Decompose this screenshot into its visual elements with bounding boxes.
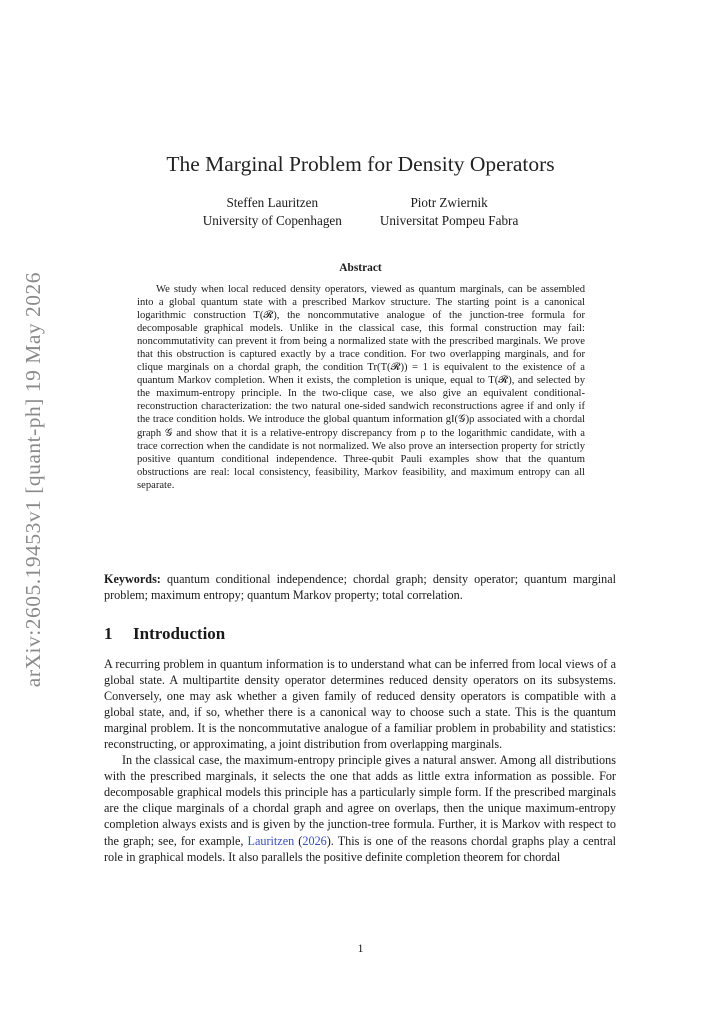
- abstract-body: We study when local reduced density operators, viewed as quantum marginals, can be assembled into a global quantum state with a prescribed Markov structure. The starting point is a canonical logarithmic construction T(𝓡), the noncommutative analogue of the junction-tree formula for decomposable graphical models. Unlike in the classical case, this formal construction may fail: noncommutativity can prevent it from being a normalized state with the prescribed marginals. We prove that this obstruction is captured exactly by a trace condition. For two overlapping marginals, and for clique marginals on a chordal graph, the condition Tr(T(𝓡)) = 1 is equivalent to the existence of a quantum Markov completion. When it exists, the completion is unique, equal to T(𝓡), and selected by the maximum-entropy principle. In the two-clique case, we also give an equivalent conditional-reconstruction characterization: the two natural one-sided sandwich reconstructions agree if and only if the trace condition holds. We introduce the global quantum information gI(𝒢)ρ associated with a chordal graph 𝒢 and show that it is a relative-entropy discrepancy from ρ to the logarithmic candidate, with a trace correction when the candidate is not normalized. We also prove an intersection property for strictly positive quantum conditional independence. Three-qubit Pauli examples show that the quantum obstructions are real: local consistency, feasibility, Markov feasibility, and maximum entropy can all separate.: [137, 284, 585, 491]
- page-number: 1: [357, 941, 364, 955]
- keywords-list: quantum conditional independence; chordal graph; density operator; quantum marginal problem; maximum entropy; quantum Markov property; total correlation.: [104, 572, 616, 602]
- author-name: Piotr Zwiernik: [410, 195, 488, 210]
- paper-title: The Marginal Problem for Density Operators: [166, 152, 555, 176]
- arxiv-side-stamp: [8, 271, 58, 688]
- paragraph: [104, 752, 616, 864]
- keywords-label: Keywords:: [104, 572, 161, 586]
- section-heading: [104, 624, 225, 644]
- citation-paren: (: [294, 833, 303, 848]
- paragraph-text: In the classical case, the maximum-entropy principle gives a natural answer. Among all distributions with the prescribed marginals, it selects the one that adds as little extra information as possible. For decomposable graphical models this principle has a particularly simple form. If the prescribed marginals are the clique marginals of a chordal graph and agree on overlaps, then the unique maximum-entropy completion always exists and is given by the junction-tree formula. Further, it is Markov with respect to the graph; see, for example,: [104, 753, 616, 848]
- abstract-heading: Abstract: [339, 262, 382, 274]
- section-body: [104, 656, 616, 865]
- paragraph-text: ). This is one of the reasons chordal graphs play a central role in graphical models. It also parallels the positive definite completion theorem for chordal: [104, 833, 616, 864]
- author-2: [380, 194, 518, 229]
- author-affiliation: University of Copenhagen: [202, 212, 342, 228]
- author-name: Steffen Lauritzen: [226, 195, 319, 210]
- citation-link-author[interactable]: Lauritzen: [247, 833, 295, 848]
- section-title: Introduction: [133, 624, 226, 643]
- arxiv-identifier: arXiv:2605.19453v1 [quant-ph] 19 May 2026: [20, 271, 45, 688]
- author-affiliation: Universitat Pompeu Fabra: [379, 212, 519, 228]
- author-block: [0, 194, 721, 229]
- paragraph: A recurring problem in quantum information is to understand what can be inferred from local views of a global state. A multipartite density operator determines reduced density operators on its subsystems. Conversely, one may ask whether a given family of reduced density operators is compatible with a global state, and, if so, whether there is a canonical way to choose such a state. This is the quantum marginal problem. It is the noncommutative analogue of a familiar problem in probability and statistics: reconstructing, or approximating, a joint distribution from overlapping marginals.: [104, 657, 616, 752]
- citation-link-year[interactable]: 2026: [302, 833, 327, 848]
- keywords: [104, 571, 616, 603]
- section-number: 1: [104, 624, 113, 643]
- author-1: [203, 194, 342, 229]
